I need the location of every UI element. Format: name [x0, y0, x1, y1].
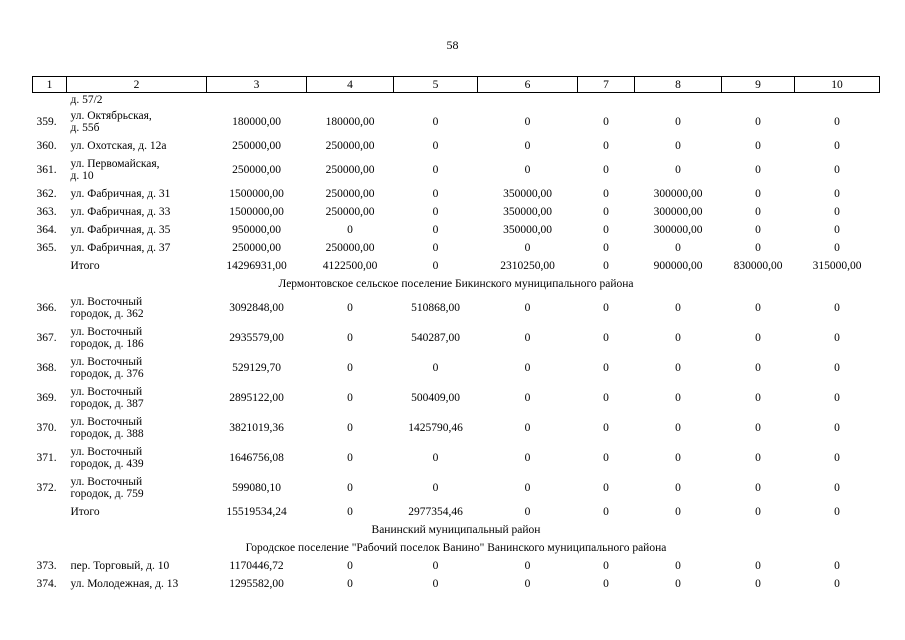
table-row: [33, 323, 880, 353]
amount-cell: 0: [347, 392, 353, 404]
amount-cell: 0: [755, 206, 761, 218]
amount-cell: 510868,00: [411, 302, 460, 314]
total-amount-cell: 15519534,24: [226, 506, 287, 518]
address: ул. Восточный городок, д. 376: [70, 356, 144, 380]
amount-cell: 0: [675, 392, 681, 404]
row-number-empty: [33, 93, 67, 108]
amount-cell: 0: [834, 560, 840, 572]
amount-cell: 0: [603, 578, 609, 590]
amount-cell: 0: [755, 578, 761, 590]
table-row: [33, 107, 880, 137]
amount-cell: 0: [524, 392, 531, 404]
amount-cell: 0: [755, 332, 761, 344]
amount-cell: 0: [603, 140, 609, 152]
table-row: [33, 575, 880, 593]
amount-cell: 0: [603, 242, 609, 254]
amount-cell: 250000,00: [325, 164, 375, 176]
amount-cell: 0: [347, 452, 353, 464]
column-header: 6: [478, 77, 578, 93]
section-heading: Ванинский муниципальный район: [371, 524, 541, 536]
amount-cell: 0: [603, 206, 609, 218]
amount-cell: 0: [432, 578, 439, 590]
row-number: 368.: [36, 362, 57, 374]
amount-cell: 250000,00: [232, 242, 281, 254]
amount-cell: 3821019,36: [229, 422, 284, 434]
total-row: [33, 503, 880, 521]
total-row: [33, 257, 880, 275]
amount-cell: 0: [432, 362, 439, 374]
amount-cell: 0: [603, 362, 609, 374]
total-amount-cell: 0: [603, 260, 609, 272]
amount-cell: 300000,00: [653, 206, 703, 218]
amount-cell: 0: [675, 302, 681, 314]
amount-cell: 3092848,00: [229, 302, 284, 314]
amount-cell: 0: [675, 362, 681, 374]
amount-cell: 1170446,72: [229, 560, 284, 572]
amount-cell: 0: [603, 422, 609, 434]
table-row: [33, 293, 880, 323]
amount-cell: 0: [755, 302, 761, 314]
column-header: 2: [67, 77, 207, 93]
amount-cell: 0: [834, 422, 840, 434]
amount-cell: 0: [603, 392, 609, 404]
amount-cell: 0: [755, 452, 761, 464]
amount-cell: 0: [524, 362, 531, 374]
amount-cell: 0: [755, 362, 761, 374]
amount-cell: 0: [755, 392, 761, 404]
amount-cell: 0: [347, 422, 353, 434]
total-amount-cell: 4122500,00: [322, 260, 378, 272]
amount-cell: 0: [675, 140, 681, 152]
amount-cell: 250000,00: [232, 140, 281, 152]
amount-cell: 0: [675, 560, 681, 572]
address: ул. Октябрьская, д. 55б: [70, 110, 152, 134]
amount-cell: 950000,00: [232, 224, 281, 236]
amount-cell: 1295582,00: [229, 578, 284, 590]
total-amount-cell: 830000,00: [733, 260, 783, 272]
section-heading: Лермонтовское сельское поселение Бикинского муниципального района: [278, 278, 634, 290]
amount-cell: 250000,00: [232, 164, 281, 176]
empty-cell: [207, 93, 307, 108]
amount-cell: 0: [603, 560, 609, 572]
row-number: 373.: [36, 560, 57, 572]
amount-cell: 0: [603, 116, 609, 128]
row-number: 361.: [36, 164, 57, 176]
amount-cell: 0: [347, 224, 353, 236]
section-heading: Городское поселение "Рабочий поселок Ванино" Ванинского муниципального района: [245, 542, 667, 554]
amount-cell: 0: [755, 188, 761, 200]
column-header: 8: [635, 77, 722, 93]
total-amount-cell: 0: [432, 260, 439, 272]
amount-cell: 0: [432, 206, 439, 218]
row-number: 374.: [36, 578, 57, 590]
amount-cell: 500409,00: [411, 392, 460, 404]
amount-cell: 0: [755, 560, 761, 572]
amount-cell: 0: [432, 452, 439, 464]
empty-cell: [722, 93, 795, 108]
amount-cell: 1425790,46: [408, 422, 463, 434]
amount-cell: 0: [432, 164, 439, 176]
amount-cell: 529129,70: [232, 362, 281, 374]
amount-cell: 0: [675, 116, 681, 128]
row-number: 363.: [36, 206, 57, 218]
table-row: [33, 137, 880, 155]
amount-cell: 0: [834, 188, 840, 200]
amount-cell: 0: [834, 116, 840, 128]
amount-cell: 0: [524, 452, 531, 464]
amount-cell: 0: [524, 560, 531, 572]
amount-cell: 300000,00: [653, 188, 703, 200]
amount-cell: 0: [524, 332, 531, 344]
row-number: 362.: [36, 188, 57, 200]
table-row: [33, 443, 880, 473]
total-spacer: [33, 503, 67, 521]
table-row: [33, 221, 880, 239]
amount-cell: 540287,00: [411, 332, 460, 344]
amount-cell: 0: [603, 452, 609, 464]
table-row: [33, 239, 880, 257]
data-table: [32, 76, 880, 593]
amount-cell: 0: [603, 224, 609, 236]
address: ул. Фабричная, д. 31: [70, 188, 171, 200]
column-header: 4: [307, 77, 394, 93]
amount-cell: 350000,00: [503, 224, 552, 236]
amount-cell: 0: [432, 560, 439, 572]
row-number: 365.: [36, 242, 57, 254]
amount-cell: 0: [347, 560, 353, 572]
amount-cell: 0: [347, 332, 353, 344]
row-number: 359.: [36, 116, 57, 128]
address: ул. Восточный городок, д. 439: [70, 446, 144, 470]
amount-cell: 250000,00: [325, 206, 375, 218]
amount-cell: 0: [755, 116, 761, 128]
address: ул. Первомайская, д. 10: [70, 158, 160, 182]
address: ул. Молодежная, д. 13: [70, 578, 179, 590]
total-label: Итого: [70, 260, 100, 272]
row-number: 372.: [36, 482, 57, 494]
amount-cell: 0: [755, 224, 761, 236]
amount-cell: 0: [675, 578, 681, 590]
empty-cell: [795, 93, 880, 108]
row-number: 366.: [36, 302, 57, 314]
row-number: 360.: [36, 140, 57, 152]
total-amount-cell: 0: [755, 506, 761, 518]
amount-cell: 0: [524, 422, 531, 434]
row-number: 364.: [36, 224, 57, 236]
amount-cell: 250000,00: [325, 242, 375, 254]
amount-cell: 0: [603, 164, 609, 176]
amount-cell: 0: [603, 482, 609, 494]
amount-cell: 0: [603, 188, 609, 200]
amount-cell: 1646756,08: [229, 452, 284, 464]
amount-cell: 0: [524, 578, 531, 590]
total-amount-cell: 900000,00: [653, 260, 703, 272]
amount-cell: 0: [524, 482, 531, 494]
section-row: [33, 539, 880, 557]
empty-cell: [478, 93, 578, 108]
amount-cell: 350000,00: [503, 188, 552, 200]
amount-cell: 0: [675, 242, 681, 254]
amount-cell: 0: [347, 482, 353, 494]
amount-cell: 0: [432, 140, 439, 152]
amount-cell: 0: [675, 482, 681, 494]
total-amount-cell: 0: [524, 506, 531, 518]
amount-cell: 0: [432, 188, 439, 200]
column-header: 3: [207, 77, 307, 93]
amount-cell: 0: [675, 452, 681, 464]
amount-cell: 0: [834, 332, 840, 344]
amount-cell: 0: [524, 302, 531, 314]
total-amount-cell: 0: [834, 506, 840, 518]
amount-cell: 0: [347, 362, 353, 374]
amount-cell: 0: [432, 482, 439, 494]
amount-cell: 0: [524, 140, 531, 152]
amount-cell: 2895122,00: [229, 392, 284, 404]
address: ул. Восточный городок, д. 186: [70, 326, 144, 350]
row-number: 367.: [36, 332, 57, 344]
amount-cell: 0: [675, 422, 681, 434]
amount-cell: 0: [432, 116, 439, 128]
address: ул. Фабричная, д. 37: [70, 242, 171, 254]
table-row: [33, 413, 880, 443]
address: ул. Восточный городок, д. 362: [70, 296, 144, 320]
amount-cell: 0: [834, 302, 840, 314]
amount-cell: 0: [834, 206, 840, 218]
table-row: [33, 383, 880, 413]
total-amount-cell: 315000,00: [812, 260, 862, 272]
table-header: [33, 77, 880, 93]
amount-cell: 250000,00: [325, 140, 375, 152]
amount-cell: 0: [834, 392, 840, 404]
amount-cell: 350000,00: [503, 206, 552, 218]
address: ул. Восточный городок, д. 387: [70, 386, 144, 410]
amount-cell: 0: [524, 164, 531, 176]
empty-cell: [578, 93, 635, 108]
amount-cell: 0: [432, 242, 439, 254]
address: ул. Восточный городок, д. 388: [70, 416, 144, 440]
amount-cell: 0: [524, 242, 531, 254]
address: ул. Фабричная, д. 35: [70, 224, 171, 236]
amount-cell: 0: [834, 140, 840, 152]
column-header: 5: [394, 77, 478, 93]
amount-cell: 0: [524, 116, 531, 128]
amount-cell: 1500000,00: [229, 206, 284, 218]
amount-cell: 0: [347, 578, 353, 590]
total-amount-cell: 14296931,00: [226, 260, 287, 272]
amount-cell: 599080,10: [232, 482, 281, 494]
amount-cell: 250000,00: [325, 188, 375, 200]
address: пер. Торговый, д. 10: [70, 560, 170, 572]
amount-cell: 0: [755, 140, 761, 152]
empty-cell: [635, 93, 722, 108]
continuation-row: [33, 93, 880, 108]
row-number: 371.: [36, 452, 57, 464]
total-amount-cell: 0: [347, 506, 353, 518]
section-row: [33, 521, 880, 539]
empty-cell: [394, 93, 478, 108]
amount-cell: 2935579,00: [229, 332, 284, 344]
table-row: [33, 473, 880, 503]
table-row: [33, 185, 880, 203]
address: ул. Охотская, д. 12а: [70, 140, 167, 152]
table-row: [33, 353, 880, 383]
empty-cell: [307, 93, 394, 108]
address: ул. Восточный городок, д. 759: [70, 476, 144, 500]
amount-cell: 0: [755, 164, 761, 176]
section-row: [33, 275, 880, 293]
column-header: 7: [578, 77, 635, 93]
table-row: [33, 557, 880, 575]
row-number: 370.: [36, 422, 57, 434]
total-amount-cell: 0: [675, 506, 681, 518]
table-row: [33, 203, 880, 221]
amount-cell: 0: [603, 332, 609, 344]
amount-cell: 0: [834, 452, 840, 464]
total-amount-cell: 0: [603, 506, 609, 518]
amount-cell: 180000,00: [325, 116, 375, 128]
amount-cell: 0: [755, 242, 761, 254]
amount-cell: 0: [755, 422, 761, 434]
amount-cell: 300000,00: [653, 224, 703, 236]
amount-cell: 0: [347, 302, 353, 314]
amount-cell: 0: [834, 362, 840, 374]
column-header: 10: [795, 77, 880, 93]
total-spacer: [33, 257, 67, 275]
amount-cell: 0: [834, 578, 840, 590]
amount-cell: 0: [834, 482, 840, 494]
amount-cell: 180000,00: [232, 116, 281, 128]
address-continuation: д. 57/2: [70, 94, 103, 106]
amount-cell: 0: [675, 164, 681, 176]
amount-cell: 0: [834, 224, 840, 236]
amount-cell: 0: [834, 164, 840, 176]
total-amount-cell: 2977354,46: [408, 506, 463, 518]
column-header: 9: [722, 77, 795, 93]
total-amount-cell: 2310250,00: [500, 260, 555, 272]
address: ул. Фабричная, д. 33: [70, 206, 171, 218]
amount-cell: 0: [432, 224, 439, 236]
total-label: Итого: [70, 506, 100, 518]
amount-cell: 0: [603, 302, 609, 314]
column-header: 1: [33, 77, 67, 93]
row-number: 369.: [36, 392, 57, 404]
amount-cell: 0: [675, 332, 681, 344]
amount-cell: 0: [834, 242, 840, 254]
table-body: [33, 93, 880, 594]
amount-cell: 0: [755, 482, 761, 494]
table-row: [33, 155, 880, 185]
amount-cell: 1500000,00: [229, 188, 284, 200]
page-number: 58: [446, 38, 459, 52]
